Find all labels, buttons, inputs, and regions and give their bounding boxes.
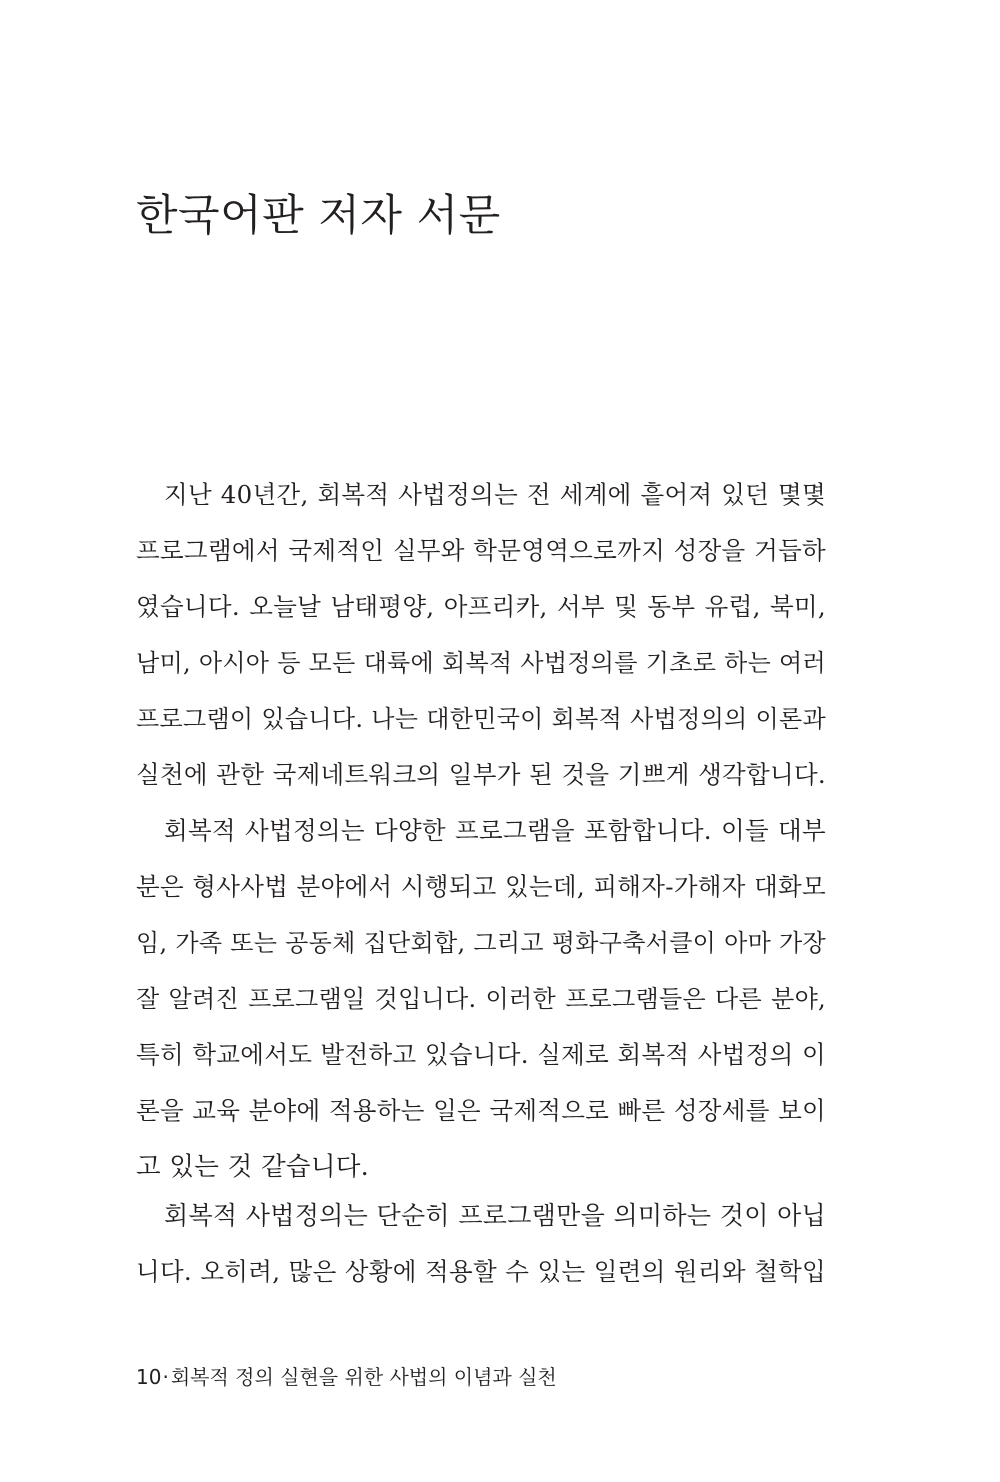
paragraph-line: 프로그램이 있습니다. 나는 대한민국이 회복적 사법정의의 이론과 — [136, 705, 826, 733]
page-title: 한국어판 저자 서문 — [136, 191, 501, 241]
paragraph-line: 회복적 사법정의는 단순히 프로그램만을 의미하는 것이 아닙 — [164, 1201, 826, 1230]
paragraph-line: 분은 형사사법 분야에서 시행되고 있는데, 피해자-가해자 대화모 — [136, 872, 826, 901]
paragraph-line: 니다. 오히려, 많은 상황에 적용할 수 있는 일련의 원리와 철학입 — [136, 1257, 826, 1286]
paragraph-line: 실천에 관한 국제네트워크의 일부가 된 것을 기쁘게 생각합니다. — [136, 760, 826, 789]
paragraph-line: 고 있는 것 같습니다. — [136, 1152, 370, 1182]
paragraph-3 — [136, 1188, 826, 1300]
paragraph-line: 지난 40년간, 회복적 사법정의는 전 세계에 흩어져 있던 몇몇 — [164, 480, 826, 509]
paragraph-1 — [136, 467, 826, 1195]
running-footer — [136, 1362, 557, 1392]
paragraph-line: 였습니다. 오늘날 남태평양, 아프리카, 서부 및 동부 유럽, 북미, — [136, 592, 826, 621]
paragraph-line: 회복적 사법정의는 다양한 프로그램을 포함합니다. 이들 대부 — [164, 816, 826, 845]
paragraph-line: 임, 가족 또는 공동체 집단회합, 그리고 평화구축서클이 아마 가장 — [136, 929, 826, 957]
page-number: 10 — [136, 1365, 162, 1389]
book-title: 회복적 정의 실현을 위한 사법의 이념과 실천 — [170, 1365, 557, 1389]
paragraph-line: 론을 교육 분야에 적용하는 일은 국제적으로 빠른 성장세를 보이 — [136, 1096, 826, 1125]
paragraph-line: 잘 알려진 프로그램일 것입니다. 이러한 프로그램들은 다른 분야, — [136, 985, 826, 1013]
paragraph-line: 남미, 아시아 등 모든 대륙에 회복적 사법정의를 기초로 하는 여러 — [136, 649, 826, 677]
paragraph-line: 프로그램에서 국제적인 실무와 학문영역으로까지 성장을 거듭하 — [136, 536, 826, 565]
footer-separator: · — [162, 1365, 169, 1389]
paragraph-line: 특히 학교에서도 발전하고 있습니다. 실제로 회복적 사법정의 이 — [136, 1040, 826, 1069]
